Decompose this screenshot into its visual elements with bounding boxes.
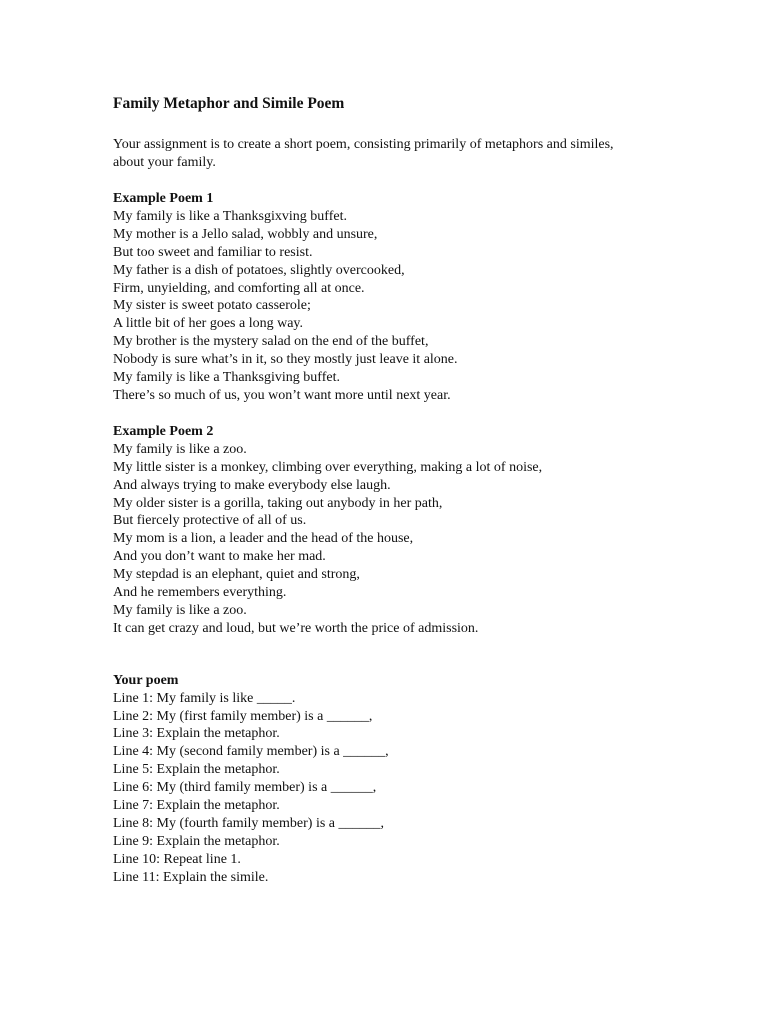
instruction-line: Line 5: Explain the metaphor.	[113, 762, 280, 778]
poem-line: And you don’t want to make her mad.	[113, 549, 326, 565]
intro-line: about your family.	[113, 155, 216, 170]
poem-line: My family is like a zoo.	[113, 602, 247, 618]
instruction-line: Line 7: Explain the metaphor.	[113, 798, 280, 814]
instruction-line: Line 6: My (third family member) is a ______,	[113, 780, 377, 796]
poem-line: A little bit of her goes a long way.	[113, 316, 303, 332]
poem-line: And always trying to make everybody else laugh.	[113, 477, 391, 493]
poem-line: My family is like a zoo.	[113, 441, 247, 457]
poem-line: Firm, unyielding, and comforting all at once.	[113, 280, 365, 296]
poem-line: My father is a dish of potatoes, slightly overcooked,	[113, 262, 405, 278]
poem-line: My stepdad is an elephant, quiet and strong,	[113, 567, 360, 583]
poem-line: My family is like a Thanksgixving buffet.	[113, 208, 347, 224]
your-poem-heading: Your poem	[113, 672, 179, 688]
instruction-line: Line 2: My (first family member) is a ______,	[113, 708, 373, 724]
example-poem-2	[113, 423, 673, 638]
poem-line: My older sister is a gorilla, taking out anybody in her path,	[113, 495, 443, 511]
instruction-line: Line 11: Explain the simile.	[113, 869, 269, 885]
example-poem-1	[113, 190, 673, 405]
example-poem-1-heading: Example Poem 1	[113, 191, 214, 206]
poem-line: But too sweet and familiar to resist.	[113, 244, 313, 260]
poem-line: But fiercely protective of all of us.	[113, 513, 307, 529]
your-poem-section	[113, 672, 673, 887]
instruction-line: Line 4: My (second family member) is a ______,	[113, 744, 389, 760]
intro-paragraph	[113, 136, 673, 172]
instruction-line: Line 10: Repeat line 1.	[113, 851, 241, 867]
instruction-line: Line 3: Explain the metaphor.	[113, 726, 280, 742]
instruction-line: Line 8: My (fourth family member) is a ______,	[113, 816, 384, 831]
instruction-line: Line 9: Explain the metaphor.	[113, 833, 280, 849]
poem-line: There’s so much of us, you won’t want more until next year.	[113, 387, 451, 403]
document-title: Family Metaphor and Simile Poem	[113, 95, 345, 112]
poem-line: Nobody is sure what’s in it, so they mostly just leave it alone.	[113, 352, 458, 368]
poem-line: My little sister is a monkey, climbing over everything, making a lot of noise,	[113, 459, 543, 475]
document-page	[113, 94, 673, 887]
poem-line: My sister is sweet potato casserole;	[113, 298, 311, 314]
example-poem-2-heading: Example Poem 2	[113, 423, 214, 439]
intro-line: Your assignment is to create a short poem, consisting primarily of metaphors and similes,	[113, 137, 614, 152]
poem-line: My mom is a lion, a leader and the head of the house,	[113, 531, 414, 547]
poem-line: It can get crazy and loud, but we’re worth the price of admission.	[113, 620, 479, 636]
poem-line: My family is like a Thanksgiving buffet.	[113, 370, 340, 386]
poem-line: My brother is the mystery salad on the end of the buffet,	[113, 334, 429, 350]
instruction-line: Line 1: My family is like _____.	[113, 690, 296, 706]
poem-line: My mother is a Jello salad, wobbly and unsure,	[113, 226, 378, 242]
poem-line: And he remembers everything.	[113, 585, 287, 601]
